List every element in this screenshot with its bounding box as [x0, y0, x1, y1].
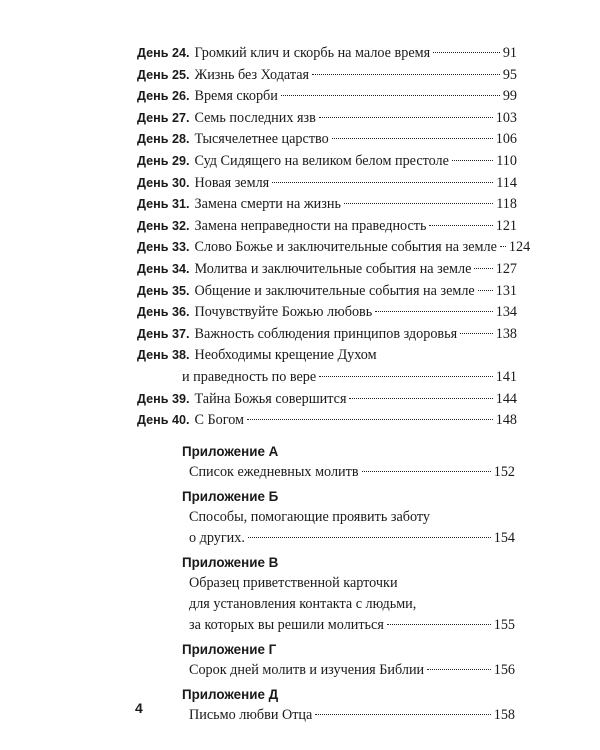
toc-day: День 25. — [137, 67, 190, 82]
appendices-list — [182, 442, 515, 730]
appendix-heading: Приложение А — [182, 444, 279, 459]
toc-leader — [429, 225, 492, 226]
appendix-title: за которых вы решили молиться — [189, 617, 384, 633]
toc-day: День 34. — [137, 261, 190, 276]
toc-leader — [362, 471, 491, 472]
toc-leader — [460, 333, 493, 334]
toc-day: День 40. — [137, 413, 190, 428]
appendix-entry — [182, 528, 515, 549]
toc-title: Важность соблюдения принципов здоровья — [194, 325, 458, 342]
toc-day: День 28. — [137, 132, 190, 147]
toc-entry — [137, 194, 517, 216]
appendix-a — [182, 442, 515, 483]
toc-title: Тайна Божья совершится — [194, 390, 347, 407]
toc-leader — [319, 376, 493, 377]
toc-entry — [137, 151, 517, 173]
appendix-entry — [182, 462, 515, 483]
toc-day: День 39. — [137, 391, 190, 406]
toc-day: День 38. — [137, 348, 190, 363]
toc-title-line2: и праведность по вере — [182, 368, 317, 385]
toc-page: 138 — [495, 325, 517, 342]
toc-leader — [248, 537, 491, 538]
page-number: 4 — [135, 700, 143, 716]
toc-title: Тысячелетнее царство — [194, 131, 329, 148]
toc-title: Время скорби — [194, 88, 278, 105]
appendix-heading: Приложение Б — [182, 489, 279, 504]
toc-page: 121 — [495, 217, 517, 234]
toc-entry — [137, 345, 517, 367]
appendix-entry — [182, 660, 515, 681]
toc-title: Слово Божье и заключительные события на земле — [194, 239, 497, 256]
toc-page: 110 — [496, 152, 517, 169]
appendix-title: Сорок дней молитв и изучения Библии — [189, 662, 425, 678]
toc-entry — [137, 324, 517, 346]
toc-leader — [247, 419, 493, 420]
toc-title: Жизнь без Ходатая — [194, 66, 310, 83]
toc-title: Замена неправедности на праведность — [194, 217, 427, 234]
toc-leader — [478, 290, 493, 291]
toc-leader — [315, 714, 490, 715]
toc-leader — [433, 52, 500, 53]
toc-title: Громкий клич и скорбь на малое время — [194, 45, 431, 61]
toc-entry — [137, 129, 517, 151]
toc-title: Молитва и заключительные события на земле — [194, 260, 472, 277]
toc-entry — [137, 389, 517, 411]
toc-page: 124 — [508, 239, 531, 256]
appendix-page: 155 — [493, 617, 515, 633]
toc-leader — [452, 160, 493, 161]
appendix-title-line: Образец приветственной карточки — [189, 575, 398, 591]
toc-leader — [474, 268, 492, 269]
toc-title: Семь последних язв — [194, 109, 316, 126]
toc-leader — [344, 203, 493, 204]
toc-leader — [272, 182, 493, 183]
toc-leader — [375, 311, 493, 312]
toc-page: 127 — [495, 260, 517, 277]
toc-entry — [137, 237, 531, 259]
appendix-title-line: Способы, помогающие проявить заботу — [189, 509, 430, 525]
toc-day: День 33. — [137, 240, 190, 255]
toc-page: 95 — [502, 66, 517, 83]
toc-day: День 37. — [137, 326, 190, 341]
toc-day: День 26. — [137, 89, 190, 104]
toc-entry — [137, 43, 517, 65]
toc-page: 106 — [495, 131, 517, 148]
appendix-title: о других. — [189, 530, 245, 546]
toc-page: 118 — [496, 196, 517, 213]
appendix-entry — [182, 705, 515, 726]
appendix-page: 156 — [493, 662, 515, 678]
toc-day: День 29. — [137, 153, 190, 168]
toc-leader — [349, 398, 492, 399]
toc-page: 99 — [502, 88, 517, 105]
toc-leader — [281, 95, 500, 96]
toc-title: Необходимы крещение Духом — [194, 347, 377, 364]
appendix-page: 158 — [493, 707, 515, 723]
toc-page: 131 — [495, 282, 517, 299]
appendix-page: 154 — [493, 530, 515, 546]
appendix-title: Список ежедневных молитв — [189, 464, 359, 480]
toc-leader — [332, 138, 493, 139]
table-of-contents — [137, 43, 531, 432]
appendix-b — [182, 487, 515, 549]
appendix-heading: Приложение В — [182, 555, 279, 570]
toc-title: Новая земля — [194, 174, 270, 191]
toc-title: Общение и заключительные события на земле — [194, 282, 475, 299]
appendix-heading: Приложение Г — [182, 642, 277, 657]
toc-entry-continuation — [137, 367, 517, 389]
toc-entry — [137, 410, 517, 432]
toc-day: День 31. — [137, 197, 190, 212]
appendix-title-line: для установления контакта с людьми, — [189, 596, 417, 612]
appendix-g — [182, 640, 515, 681]
toc-leader — [427, 669, 491, 670]
toc-entry — [137, 86, 517, 108]
appendix-v — [182, 553, 515, 636]
toc-day: День 36. — [137, 305, 190, 320]
appendix-title: Письмо любви Отца — [189, 707, 313, 723]
toc-page: 148 — [495, 412, 517, 429]
toc-entry — [137, 302, 517, 324]
toc-title: С Богом — [194, 412, 245, 429]
appendix-heading: Приложение Д — [182, 687, 279, 702]
toc-leader — [500, 246, 506, 247]
toc-page: 114 — [496, 174, 517, 191]
toc-title: Замена смерти на жизнь — [194, 196, 341, 213]
toc-day: День 27. — [137, 110, 190, 125]
appendix-page: 152 — [493, 464, 515, 480]
toc-day: День 30. — [137, 175, 190, 190]
toc-day: День 35. — [137, 283, 190, 298]
toc-entry — [137, 259, 517, 281]
toc-day: День 32. — [137, 218, 190, 233]
toc-leader — [387, 624, 491, 625]
toc-page: 141 — [495, 368, 517, 385]
toc-page: 103 — [495, 109, 517, 126]
toc-title: Почувствуйте Божью любовь — [194, 304, 373, 321]
toc-leader — [319, 117, 493, 118]
toc-entry — [137, 216, 517, 238]
toc-entry — [137, 65, 517, 87]
appendix-entry — [182, 615, 515, 636]
toc-title: Суд Сидящего на великом белом престоле — [194, 152, 449, 169]
toc-page: 144 — [495, 390, 517, 407]
toc-entry — [137, 108, 517, 130]
appendix-d — [182, 685, 515, 726]
toc-leader — [312, 74, 500, 75]
toc-page: 134 — [495, 304, 517, 321]
toc-day: День 24. — [137, 46, 190, 60]
toc-page: 91 — [502, 45, 517, 61]
toc-entry — [137, 173, 517, 195]
toc-entry — [137, 281, 517, 303]
